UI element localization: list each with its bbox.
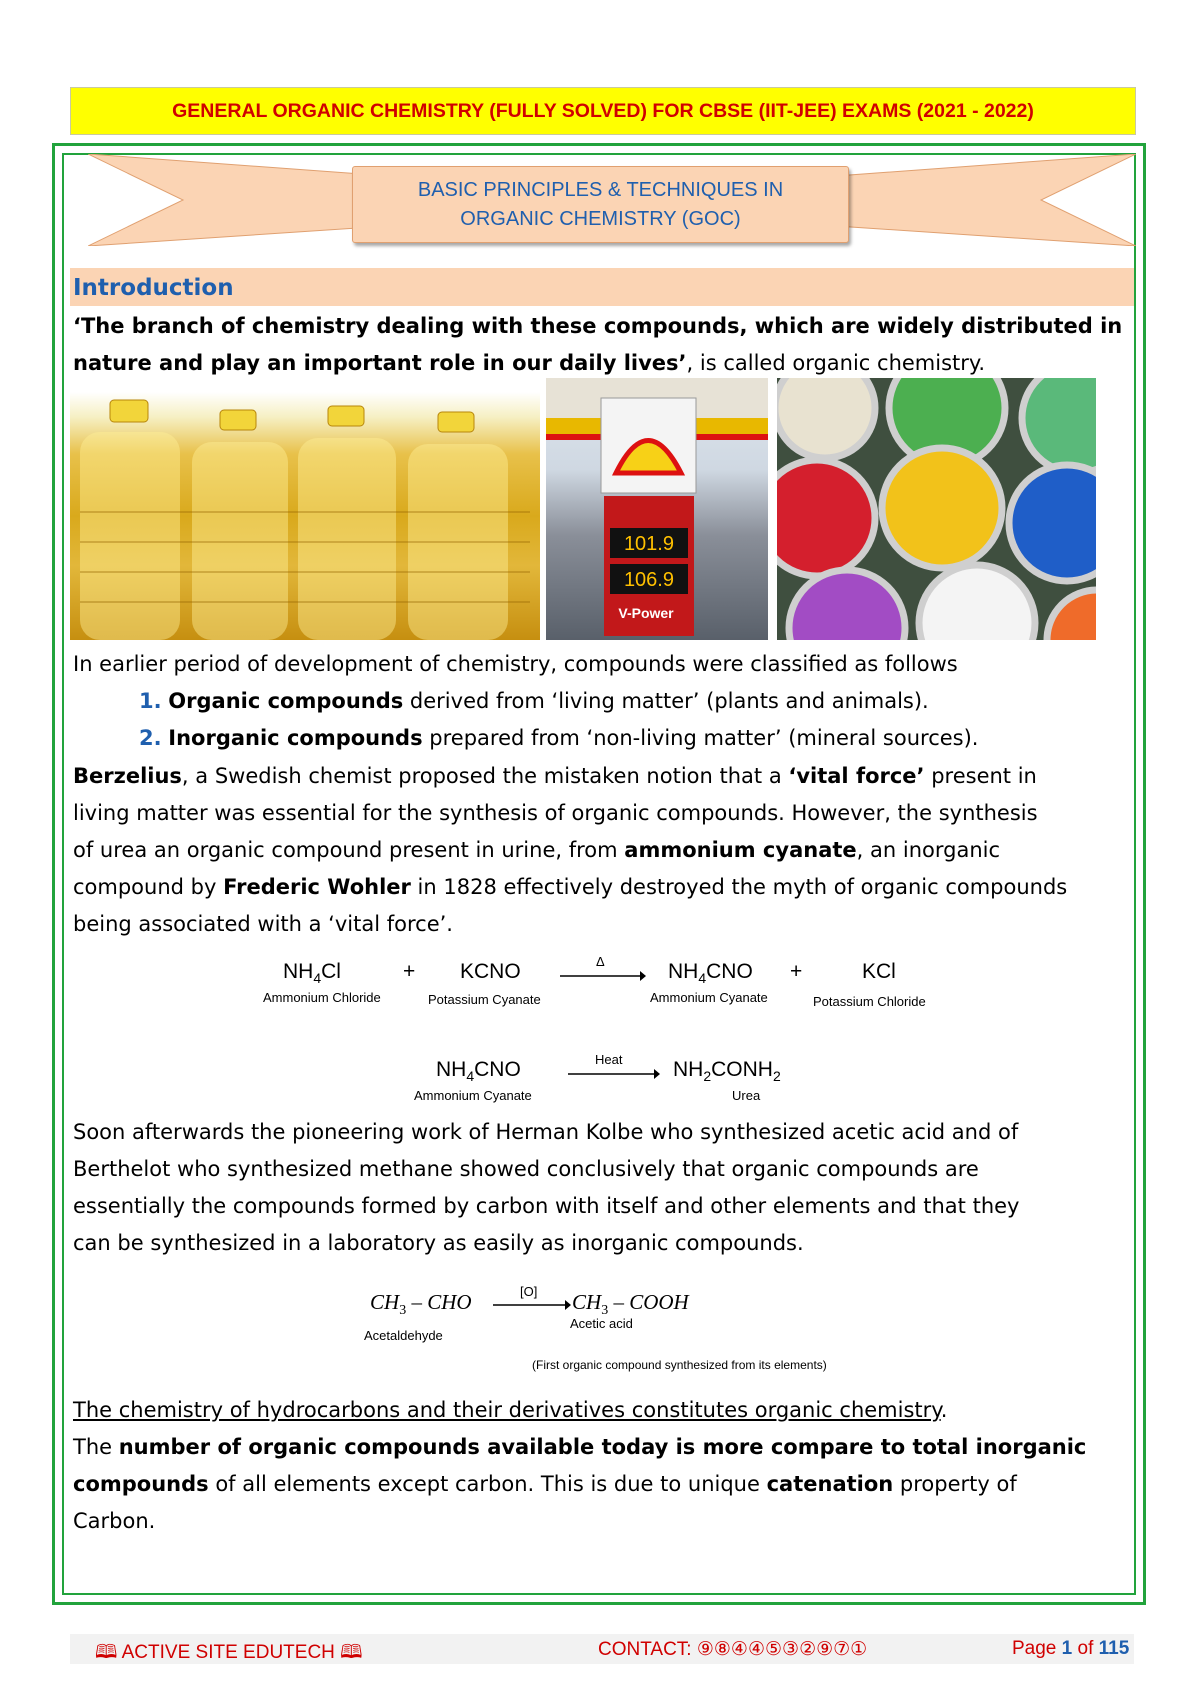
- berzelius-text: of urea an organic compound present in urine, from: [73, 838, 625, 862]
- eq3-left: $CH_3$ – CHO: [370, 1290, 472, 1319]
- image-oil-bottles: [70, 392, 540, 640]
- berzelius-line: being associated with a ‘vital force’.: [73, 912, 453, 936]
- eq1-reactant-2: KCNO: [460, 960, 521, 983]
- eq1-plus: +: [790, 960, 803, 983]
- berzelius-text: in 1828 effectively destroyed the myth of organic compounds: [410, 875, 1068, 899]
- eq1-label-r1: Ammonium Chloride: [263, 990, 381, 1005]
- intro-definition: [73, 308, 1133, 382]
- classification-lead: In earlier period of development of chemistry, compounds were classified as follows: [73, 652, 958, 676]
- definition-bold-1: ‘The branch of chemistry dealing with these compounds, which are widely distributed in: [73, 314, 1123, 338]
- eq2-label-p1: Urea: [732, 1088, 761, 1103]
- eq3-condition: [O]: [520, 1284, 538, 1299]
- list-item: [73, 720, 1133, 757]
- equation-wohler-1: [0, 954, 1200, 1020]
- kolbe-paragraph: [73, 1114, 1133, 1262]
- eq1-product-2: KCl: [862, 960, 896, 983]
- berzelius-text: , a Swedish chemist proposed the mistaken notion that a: [181, 764, 789, 788]
- catenation-term: catenation: [766, 1472, 894, 1496]
- eq1-plus: +: [403, 960, 416, 983]
- list-number: 1.: [139, 689, 162, 713]
- equation-wohler-2: [0, 1052, 1200, 1118]
- list-text: prepared from ‘non-living matter’ (mineral sources).: [422, 726, 979, 750]
- closing-bold: compounds: [73, 1472, 209, 1496]
- vital-force-term: ‘vital force’: [788, 764, 925, 788]
- closing-punct: .: [940, 1398, 948, 1422]
- eq1-label-r2: Potassium Cyanate: [428, 992, 541, 1007]
- wohler-name: Frederic Wohler: [223, 875, 411, 899]
- kolbe-line: can be synthesized in a laboratory as easily as inorganic compounds.: [73, 1231, 804, 1255]
- closing-line: Carbon.: [73, 1509, 156, 1533]
- berzelius-text: present in: [924, 764, 1037, 788]
- eq3-note: (First organic compound synthesized from its elements): [532, 1358, 827, 1372]
- header-banner: [70, 87, 1136, 135]
- list-bold: Organic compounds: [168, 689, 404, 713]
- header-banner-text: GENERAL ORGANIC CHEMISTRY (FULLY SOLVED) FOR CBSE (IIT-JEE) EXAMS (2021 - 2022): [172, 99, 1034, 122]
- list-text: derived from ‘living matter’ (plants and animals).: [403, 689, 929, 713]
- shell-brand: V-Power: [618, 605, 674, 621]
- berzelius-text: , an inorganic: [856, 838, 1001, 862]
- intro-heading: Introduction: [73, 275, 234, 301]
- footer-page-number: Page 1 of 115: [1012, 1638, 1130, 1659]
- image-paint-cans: [777, 378, 1096, 640]
- closing-text: property of: [893, 1472, 1017, 1496]
- eq3-right: $CH_3$ – COOH: [572, 1290, 689, 1319]
- kolbe-line: Berthelot who synthesized methane showed conclusively that organic compounds are: [73, 1157, 979, 1181]
- hydrocarbon-definition: The chemistry of hydrocarbons and their derivatives constitutes organic chemistry: [73, 1398, 941, 1422]
- eq2-reactant: $NH_4CNO$: [436, 1058, 521, 1085]
- title-ribbon: [352, 166, 849, 243]
- definition-tail: , is called organic chemistry.: [686, 351, 986, 375]
- closing-text: of all elements except carbon. This is due to unique: [208, 1472, 767, 1496]
- closing-text: The: [73, 1435, 119, 1459]
- footer-brand: 🕮 ACTIVE SITE EDUTECH 🕮: [95, 1642, 363, 1663]
- eq1-label-p2: Potassium Chloride: [813, 994, 926, 1009]
- title-line-2: ORGANIC CHEMISTRY (GOC): [460, 207, 741, 230]
- footer-contact: CONTACT: ⑨⑧④④⑤③②⑨⑦①: [598, 1639, 868, 1660]
- classification-section: [73, 646, 1133, 757]
- berzelius-text: compound by: [73, 875, 224, 899]
- eq3-label-right: Acetic acid: [570, 1316, 633, 1331]
- image-shell-station: [546, 378, 768, 640]
- eq2-label-r1: Ammonium Cyanate: [414, 1088, 532, 1103]
- closing-bold: number of organic compounds available today is more compare to total inorganic: [118, 1435, 1087, 1459]
- eq2-product: $NH_2CONH_2$: [673, 1058, 781, 1085]
- reaction-arrow-icon: [560, 969, 646, 983]
- eq1-condition: Δ: [596, 954, 605, 969]
- eq3-label-left: Acetaldehyde: [364, 1328, 443, 1343]
- kolbe-line: Soon afterwards the pioneering work of Herman Kolbe who synthesized acetic acid and of: [73, 1120, 1019, 1144]
- eq1-reactant-1: $NH_4Cl$: [283, 960, 341, 987]
- eq1-label-p1: Ammonium Cyanate: [650, 990, 768, 1005]
- shell-price-2: 106.9: [623, 569, 674, 591]
- list-bold: Inorganic compounds: [168, 726, 423, 750]
- berzelius-paragraph: [73, 758, 1133, 943]
- definition-bold-2: nature and play an important role in our daily lives’: [73, 351, 687, 375]
- ammonium-cyanate-term: ammonium cyanate: [624, 838, 857, 862]
- shell-price-1: 101.9: [623, 533, 674, 555]
- eq1-product-1: $NH_4CNO$: [668, 960, 753, 987]
- list-number: 2.: [139, 726, 162, 750]
- title-line-1: BASIC PRINCIPLES & TECHNIQUES IN: [417, 178, 784, 201]
- reaction-arrow-icon: [493, 1298, 571, 1312]
- kolbe-line: essentially the compounds formed by carbon with itself and other elements and that they: [73, 1194, 1020, 1218]
- berzelius-name: Berzelius: [73, 764, 182, 788]
- berzelius-line: living matter was essential for the synthesis of organic compounds. However, the synthesis: [73, 801, 1038, 825]
- list-item: [73, 683, 1133, 720]
- equation-acetic-acid: [0, 1284, 1200, 1372]
- closing-paragraph: [73, 1392, 1133, 1540]
- eq2-condition: Heat: [595, 1052, 623, 1067]
- reaction-arrow-icon: [568, 1067, 660, 1081]
